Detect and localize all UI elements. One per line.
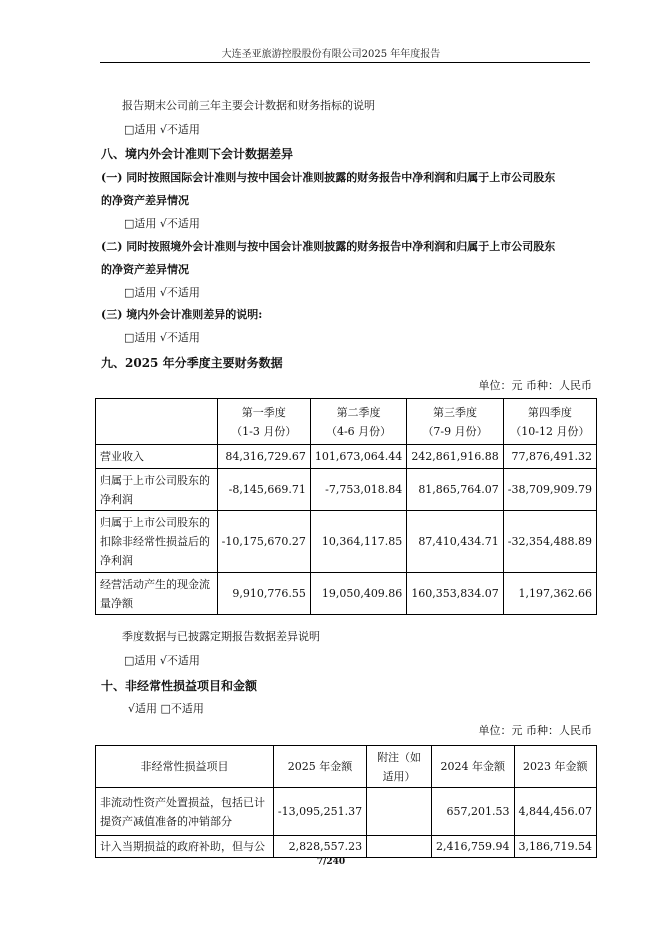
s10-unit: 单位：元 币种：人民币: [478, 724, 592, 737]
table-row: [96, 836, 597, 858]
header-q3: 第三季度 （7-9 月份）: [407, 399, 503, 445]
s1-note: 报告期末公司前三年主要会计数据和财务指标的说明: [122, 99, 375, 112]
header-q2: 第二季度 （4-6 月份）: [310, 399, 406, 445]
header-item: 非经常性损益项目: [96, 746, 274, 788]
cell-value: 2,416,759.94: [432, 836, 514, 858]
s1-option: □适用 √不适用: [124, 123, 200, 136]
s8-p2-line1: (二) 同时按照境外会计准则与按中国会计准则披露的财务报告中净利润和归属于上市公司股东: [101, 240, 556, 253]
table-row: [96, 511, 597, 573]
cell-value: -10,175,670.27: [217, 511, 310, 573]
s10-title: 十、非经常性损益项目和金额: [101, 679, 258, 693]
s9-note: 季度数据与已披露定期报告数据差异说明: [122, 630, 320, 643]
quarterly-header-row: [96, 399, 597, 445]
cell-value: 3,186,719.54: [514, 836, 597, 858]
header-2025: 2025 年金额: [273, 746, 366, 788]
header-2023: 2023 年金额: [514, 746, 597, 788]
cell-value: -32,354,488.89: [503, 511, 596, 573]
header-note: 附注（如 适用）: [367, 746, 432, 788]
cell-value: [367, 836, 432, 858]
s8-p3: (三) 境内外会计准则差异的说明:: [101, 308, 263, 321]
nonrecurring-header-row: [96, 746, 597, 788]
cell-value: 84,316,729.67: [217, 445, 310, 469]
cell-value: -13,095,251.37: [273, 788, 366, 836]
cell-value: 4,844,456.07: [514, 788, 597, 836]
cell-value: 19,050,409.86: [310, 573, 406, 615]
cell-value: 101,673,064.44: [310, 445, 406, 469]
header-divider: [100, 62, 590, 63]
cell-value: -38,709,909.79: [503, 469, 596, 511]
cell-value: 242,861,916.88: [407, 445, 503, 469]
s8-title: 八、境内外会计准则下会计数据差异: [101, 147, 294, 161]
header-q1: 第一季度 （1-3 月份）: [217, 399, 310, 445]
report-header: 大连圣亚旅游控股股份有限公司2025 年年度报告: [221, 49, 441, 60]
s9-title: 九、2025 年分季度主要财务数据: [101, 356, 283, 370]
table-row: [96, 573, 597, 615]
table-row: [96, 469, 597, 511]
table-row: [96, 788, 597, 836]
page-number: 7/240: [316, 857, 346, 867]
quarterly-table: [95, 398, 597, 615]
s9-option: □适用 √不适用: [124, 654, 200, 667]
table-row: [96, 445, 597, 469]
s9-unit: 单位：元 币种：人民币: [478, 379, 592, 392]
cell-value: 160,353,834.07: [407, 573, 503, 615]
cell-value: -8,145,669.71: [217, 469, 310, 511]
cell-value: 657,201.53: [432, 788, 514, 836]
row-label: 营业收入: [96, 445, 218, 469]
cell-value: 77,876,491.32: [503, 445, 596, 469]
s10-option: √适用 □不适用: [128, 702, 204, 715]
s8-p1-line1: (一) 同时按照国际会计准则与按中国会计准则披露的财务报告中净利润和归属于上市公司股东: [101, 171, 556, 184]
header-empty: [96, 399, 218, 445]
cell-value: -7,753,018.84: [310, 469, 406, 511]
cell-value: 2,828,557.23: [273, 836, 366, 858]
cell-value: [367, 788, 432, 836]
header-2024: 2024 年金额: [432, 746, 514, 788]
row-label: 经营活动产生的现金流 量净额: [96, 573, 218, 615]
cell-value: 87,410,434.71: [407, 511, 503, 573]
row-label: 计入当期损益的政府补助，但与公: [96, 836, 274, 858]
cell-value: 81,865,764.07: [407, 469, 503, 511]
nonrecurring-table: [95, 745, 597, 858]
row-label: 非流动性资产处置损益，包括已计 提资产减值准备的冲销部分: [96, 788, 274, 836]
cell-value: 1,197,362.66: [503, 573, 596, 615]
s8-p3-option: □适用 √不适用: [124, 331, 200, 344]
s8-p2-option: □适用 √不适用: [124, 286, 200, 299]
header-q4: 第四季度 （10-12 月份）: [503, 399, 596, 445]
cell-value: 10,364,117.85: [310, 511, 406, 573]
s8-p2-line2: 的净资产差异情况: [101, 263, 189, 276]
cell-value: 9,910,776.55: [217, 573, 310, 615]
s8-p1-line2: 的净资产差异情况: [101, 194, 189, 207]
row-label: 归属于上市公司股东的 净利润: [96, 469, 218, 511]
s8-p1-option: □适用 √不适用: [124, 217, 200, 230]
row-label: 归属于上市公司股东的 扣除非经常性损益后的 净利润: [96, 511, 218, 573]
